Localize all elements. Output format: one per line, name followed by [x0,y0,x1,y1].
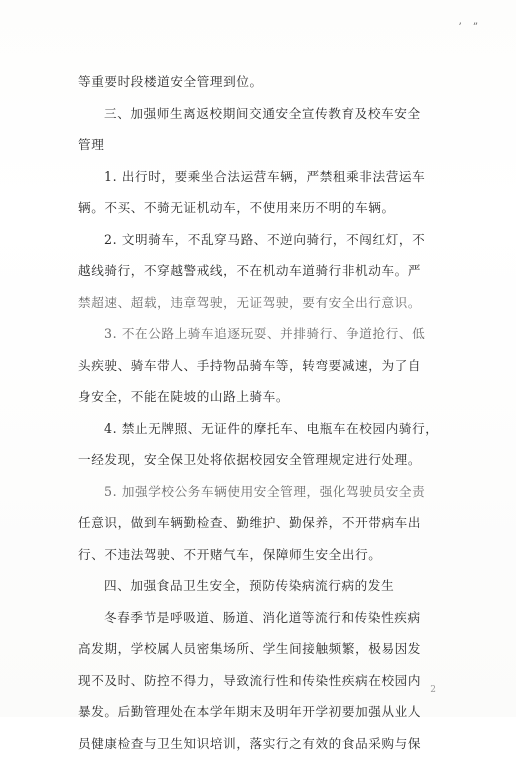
paragraph-line: 身安全，不能在陡坡的山路上骑车。 [78,381,450,413]
paragraph-line: 高发期，学校属人员密集场所、学生间接触频繁，极易因发 [78,633,450,665]
paragraph-line: 行、不违法驾驶、不开赌气车，保障师生安全出行。 [78,539,450,571]
section-heading-three-cont: 管理 [78,129,450,161]
paragraph-line: 暴发。后勤管理处在本学年期末及明年开学初要加强从业人 [78,696,450,728]
section-heading-three: 三、加强师生离返校期间交通安全宣传教育及校车安全 [78,98,450,130]
section-heading-four: 四、加强食品卫生安全，预防传染病流行病的发生 [78,570,450,602]
paragraph-line: 2. 文明骑车，不乱穿马路、不逆向骑行，不闯红灯，不 [78,224,450,256]
paragraph-line: 一经发现，安全保卫处将依据校园安全管理规定进行处理。 [78,444,450,476]
paragraph-line: 现不及时、防控不得力，导致流行性和传染性疾病在校园内 [78,665,450,697]
paragraph-line: 越线骑行，不穿越警戒线，不在机动车道骑行非机动车。严 [78,255,450,287]
paragraph-line: 员健康检查与卫生知识培训，落实行之有效的食品采购与保 [78,728,450,759]
paragraph-line: 等重要时段楼道安全管理到位。 [78,66,450,98]
corner-marks: ’ ” [459,22,482,33]
page-number: 2 [430,685,436,695]
paragraph-line: 3. 不在公路上骑车追逐玩耍、并排骑行、争道抢行、低 [78,318,450,350]
paragraph-line: 4. 禁止无牌照、无证件的摩托车、电瓶车在校园内骑行， [78,413,450,445]
paragraph-line: 禁超速、超载，违章驾驶，无证驾驶，要有安全出行意识。 [78,287,450,319]
paragraph-line: 5. 加强学校公务车辆使用安全管理，强化驾驶员安全责 [78,476,450,508]
paragraph-line: 任意识，做到车辆勤检查、勤维护、勤保养，不开带病车出 [78,507,450,539]
paragraph-line: 冬春季节是呼吸道、肠道、消化道等流行和传染性疾病 [78,602,450,634]
paragraph-line: 头疾驶、骑车带人、手持物品骑车等，转弯要减速，为了自 [78,350,450,382]
paragraph-line: 辆。不买、不骑无证机动车，不使用来历不明的车辆。 [78,192,450,224]
paragraph-line: 1. 出行时，要乘坐合法运营车辆，严禁租乘非法营运车 [78,161,450,193]
document-body [78,66,450,759]
